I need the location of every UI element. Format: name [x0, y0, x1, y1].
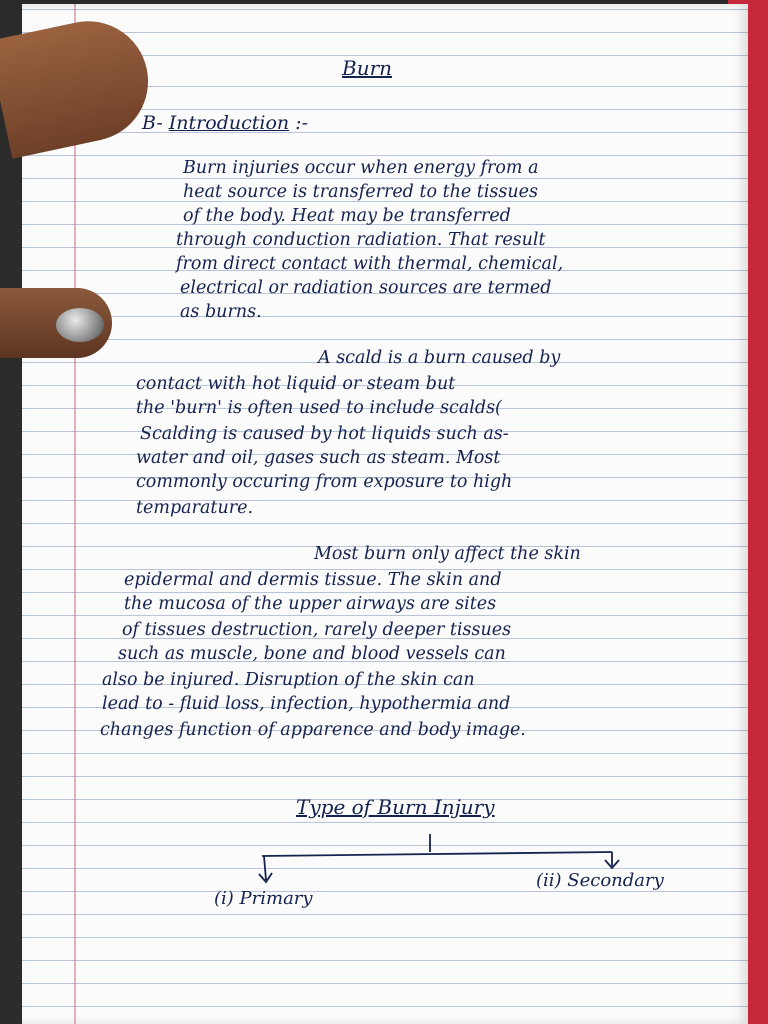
- text-line: the mucosa of the upper airways are sites: [124, 594, 497, 614]
- fingernail: [56, 308, 104, 342]
- text-line: contact with hot liquid or steam but: [136, 374, 456, 394]
- text-line: of tissues destruction, rarely deeper tissues: [122, 620, 512, 640]
- heading-text: Introduction: [168, 112, 290, 134]
- text-line: through conduction radiation. That result: [176, 230, 546, 250]
- text-line: Most burn only affect the skin: [314, 544, 581, 564]
- text-line: Scalding is caused by hot liquids such as-: [140, 424, 509, 444]
- text-line: also be injured. Disruption of the skin can: [102, 670, 475, 690]
- branch-secondary: (ii) Secondary: [536, 870, 664, 891]
- text-line: electrical or radiation sources are termed: [180, 278, 552, 298]
- text-line: temparature.: [136, 498, 254, 518]
- heading-marker: B-: [142, 112, 163, 134]
- text-line: changes function of apparence and body image.: [100, 720, 526, 740]
- branch-bar: [262, 852, 612, 856]
- text-line: commonly occuring from exposure to high: [136, 472, 513, 492]
- diagram-title: Type of Burn Injury: [296, 795, 495, 819]
- text-line: of the body. Heat may be transferred: [183, 206, 511, 226]
- text-line: water and oil, gases such as steam. Most: [136, 448, 501, 468]
- heading-suffix: :-: [295, 112, 308, 134]
- page-title: Burn: [342, 56, 393, 80]
- text-line: heat source is transferred to the tissues: [183, 182, 538, 202]
- branch-primary: (i) Primary: [214, 888, 313, 909]
- text-line: A scald is a burn caused by: [318, 348, 561, 368]
- text-line: lead to - fluid loss, infection, hypothermia and: [102, 694, 511, 714]
- text-line: as burns.: [180, 302, 262, 322]
- text-line: Burn injuries occur when energy from a: [183, 158, 539, 178]
- text-line: such as muscle, bone and blood vessels can: [118, 644, 506, 664]
- left-arrow-shaft: [264, 856, 266, 880]
- text-line: from direct contact with thermal, chemical,: [176, 254, 564, 274]
- text-line: the 'burn' is often used to include scalds(: [136, 398, 502, 418]
- text-line: epidermal and dermis tissue. The skin and: [124, 570, 502, 590]
